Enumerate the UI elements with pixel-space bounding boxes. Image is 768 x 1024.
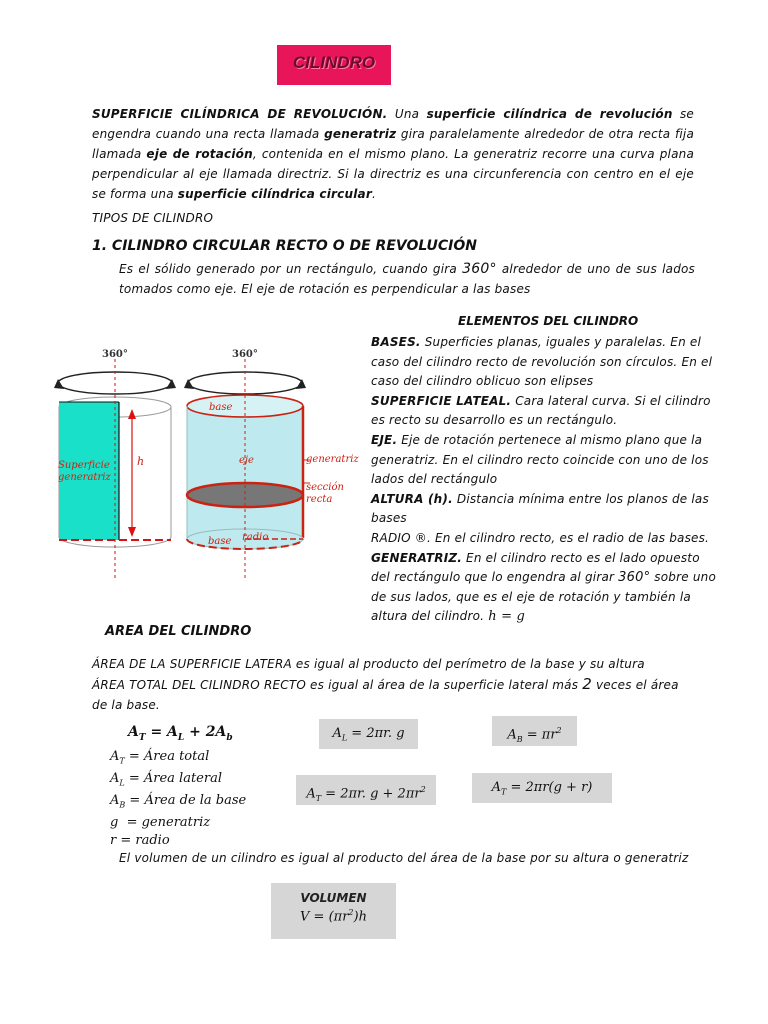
- def-altura: Distancia mínima entre los planos de las bases: [371, 491, 709, 526]
- intro-text: gira paralelamente alrededor de otra recta fija llamada: [92, 127, 694, 161]
- intro-bold: superficie cilíndrica de revolución: [426, 107, 673, 121]
- volume-formula: $V = (\pi r^2)h$: [300, 908, 367, 925]
- volume-title: VOLUMEN: [300, 891, 367, 905]
- legend-base: $A_B$ = Área de la base: [110, 793, 247, 810]
- section1-description: [119, 259, 695, 299]
- label-360-right: 360°: [232, 349, 258, 360]
- formula-legend: [110, 748, 246, 849]
- desc-text: Es el sólido generado por un rectángulo, cuando gira: [119, 262, 463, 276]
- label-h: h: [137, 455, 145, 468]
- legend-lateral: $A_L$ = Área lateral: [110, 771, 222, 788]
- formula-area-total-1: $A_T = 2\pi r$. $g + 2\pi r^2$: [296, 775, 436, 805]
- eq-h-g: h = g: [488, 609, 526, 625]
- label-base-bottom: base: [208, 536, 232, 547]
- arrow-head-icon: [128, 409, 136, 419]
- label-radio: radio: [242, 532, 269, 543]
- volume-text: El volumen de un cilindro es igual al producto del área de la base por su altura o generatriz: [119, 851, 689, 865]
- intro-text: se engendra cuando una recta llamada: [92, 107, 694, 141]
- def-generatriz: sobre uno de sus lados, que es el eje de rotación y también la altura del cilindro.: [371, 570, 716, 624]
- def-eje: Eje de rotación pertenece al mismo plano que la generatriz. En el cilindro recto coincide con uno de los lados del rectángulo: [371, 432, 709, 487]
- term-eje: EJE.: [371, 432, 398, 447]
- tipos-heading: TIPOS DE CILINDRO: [92, 211, 214, 225]
- right-cylinder: [184, 349, 359, 578]
- term-generatriz: GENERATRIZ.: [371, 550, 463, 565]
- legend-total: $A_T$ = Área total: [110, 749, 210, 766]
- formula-area-base: $A_B = \pi r^2$: [492, 716, 577, 746]
- section1-heading: 1. CILINDRO CIRCULAR RECTO O DE REVOLUCIÓN: [92, 238, 477, 254]
- intro-bold: eje de rotación: [146, 147, 253, 161]
- area-number: 2: [582, 675, 592, 693]
- intro-paragraph: [92, 104, 694, 204]
- def-generatriz: En el cilindro recto es el lado opuesto del rectángulo que lo engendra al girar: [371, 550, 700, 585]
- intro-text: , contenida en el mismo plano. La generatriz recorre una curva plana perpendicular al eje llamada directriz. Si la directriz es una circunferencia con centro en el eje se forma una: [92, 147, 694, 201]
- page-title: CILINDRO: [292, 53, 376, 72]
- legend-g: g = generatriz: [110, 815, 211, 831]
- def-bases: Superficies planas, iguales y paralelas. En el caso del cilindro recto de revolución son círculos. En el caso del cilindro oblicuo son elipses: [371, 335, 713, 389]
- term-lateral: SUPERFICIE LATEAL.: [371, 393, 512, 408]
- intro-text: .: [371, 187, 376, 201]
- elementos-list: [371, 333, 717, 627]
- def-degrees: 360°: [618, 570, 651, 586]
- formula-total: $A_T = A_L + 2A_b$: [128, 724, 233, 743]
- area-title: AREA DEL CILINDRO: [105, 624, 252, 639]
- label-generatriz-left: generatriz: [58, 472, 111, 483]
- intro-text: Una: [387, 107, 427, 121]
- area-line1: ÁREA DE LA SUPERFICIE LATERA es igual al producto del perímetro de la base y su altura: [92, 657, 645, 671]
- legend-r: r = radio: [110, 832, 170, 848]
- generatrix-rectangle: [59, 402, 119, 540]
- area-text: [92, 654, 696, 715]
- area-line2: ÁREA TOTAL DEL CILINDRO RECTO es igual al área de la superficie lateral más: [92, 678, 583, 692]
- area-line2: veces el área de la base.: [92, 678, 679, 712]
- label-generatriz: generatriz: [306, 454, 359, 465]
- left-cylinder: [54, 349, 176, 578]
- term-bases: BASES.: [371, 335, 421, 349]
- formula-area-total-2: $A_T = 2\pi r(g + r)$: [472, 773, 612, 803]
- label-eje: eje: [239, 455, 254, 466]
- def-lateral: Cara lateral curva. Si el cilindro es recto su desarrollo es un rectángulo.: [371, 393, 711, 428]
- intro-bold: superficie cilíndrica circular: [177, 187, 372, 201]
- def-radio: RADIO ®. En el cilindro recto, es el radio de las bases.: [371, 530, 710, 545]
- desc-degrees: 360°: [462, 261, 497, 277]
- label-superficie: Superficie: [58, 460, 110, 471]
- label-base-top: base: [209, 402, 233, 413]
- label-recta: recta: [306, 494, 333, 505]
- desc-text: alrededor de uno de sus lados tomados como eje. El eje de rotación es perpendicular a las bases: [119, 262, 695, 296]
- label-seccion: sección: [306, 482, 344, 493]
- intro-heading: SUPERFICIE CILÍNDRICA DE REVOLUCIÓN.: [92, 107, 388, 121]
- cylinder-diagram: [52, 343, 364, 583]
- term-altura: ALTURA (h).: [371, 491, 453, 506]
- intro-bold: generatriz: [324, 127, 397, 141]
- elementos-title: ELEMENTOS DEL CILINDRO: [458, 314, 639, 328]
- label-360-left: 360°: [102, 349, 128, 360]
- formula-area-lateral: $A_L = 2\pi r$. g: [319, 719, 418, 749]
- arrow-head-icon: [128, 527, 136, 537]
